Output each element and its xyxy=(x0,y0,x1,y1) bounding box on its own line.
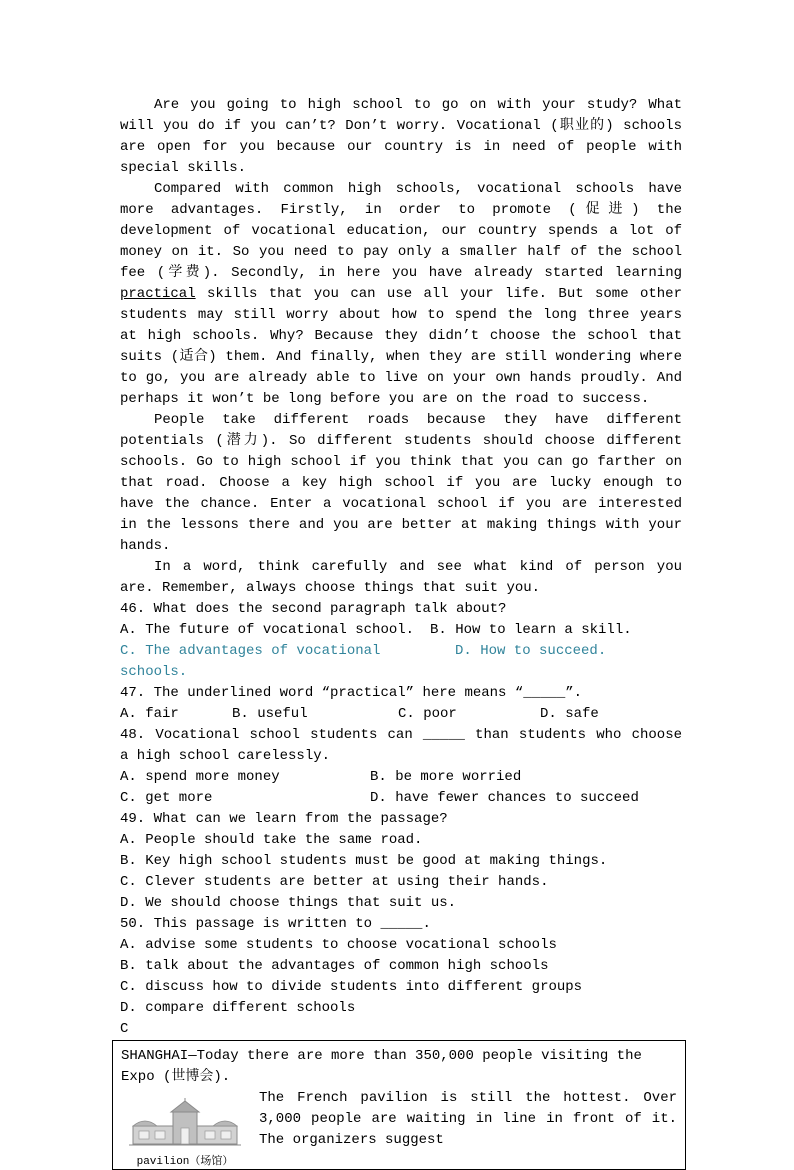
option-50-b[interactable]: B. talk about the advantages of common high schools xyxy=(120,958,549,974)
question-49-stem: 49. What can we learn from the passage? xyxy=(120,811,448,827)
passage-paragraph-2 xyxy=(120,179,682,410)
pavilion-caption: pavilion（场馆） xyxy=(136,1156,234,1168)
option-48-b[interactable]: B. be more worried xyxy=(370,769,522,785)
option-49-b[interactable]: B. Key high school students must be good at making things. xyxy=(120,853,608,869)
question-48 xyxy=(120,725,682,809)
pavilion-figure xyxy=(121,1088,249,1169)
option-50-a[interactable]: A. advise some students to choose vocational schools xyxy=(120,937,557,953)
news-dateline-line: SHANGHAI—Today there are more than 350,000 people visiting the Expo (世博会). xyxy=(121,1048,642,1085)
underlined-word-practical: practical xyxy=(120,286,196,302)
question-48-stem: 48. Vocational school students can _____ than students who choose a high school carelessly. xyxy=(120,727,682,764)
news-box xyxy=(112,1040,686,1170)
option-49-c[interactable]: C. Clever students are better at using their hands. xyxy=(120,874,549,890)
option-47-c[interactable]: C. poor xyxy=(398,706,457,722)
question-48-options-row-2 xyxy=(120,788,682,809)
option-48-c[interactable]: C. get more xyxy=(120,790,213,806)
passage-paragraph-1: Are you going to high school to go on with your study? What will you do if you can’t? Don’t worry. Vocational (职业的) schools are open for you because our country is in need of people with special skills. xyxy=(120,97,682,176)
question-46 xyxy=(120,599,682,683)
option-49-a[interactable]: A. People should take the same road. xyxy=(120,832,423,848)
question-50 xyxy=(120,914,682,1019)
news-text: The French pavilion is still the hottest. Over 3,000 people are waiting in line in front of it. The organizers suggest xyxy=(259,1090,677,1148)
question-47-stem: 47. The underlined word “practical” here means “_____”. xyxy=(120,685,583,701)
option-48-d[interactable]: D. have fewer chances to succeed xyxy=(370,790,639,806)
pavilion-image xyxy=(129,1098,241,1148)
option-46-b[interactable]: B. How to learn a skill. xyxy=(430,622,632,638)
option-47-b[interactable]: B. useful xyxy=(232,706,308,722)
question-46-options-row-1 xyxy=(120,620,682,641)
question-48-options-row-1 xyxy=(120,767,682,788)
question-49 xyxy=(120,809,682,914)
option-47-d[interactable]: D. safe xyxy=(540,706,599,722)
paragraph-2-text-before: Compared with common high schools, vocational schools have more advantages. Firstly, in order to promote (促进) the development of vocational education, our country spends a lot of money on it. So you need to pay only a smaller half of the school fee (学费). Secondly, in here you have already started learning xyxy=(120,181,682,281)
paragraph-2-text-after: skills that you can use all your life. But some other students may still worry about how to spend the long three years at high schools. Why? Because they didn’t choose the school that suits (适合) them. And finally, when they are still wondering where to go, you are already able to live on your own hands proudly. And perhaps it won’t be long before you are on the road to success. xyxy=(120,286,682,407)
option-50-d[interactable]: D. compare different schools xyxy=(120,1000,356,1016)
option-47-a[interactable]: A. fair xyxy=(120,706,179,722)
option-46-d[interactable]: D. How to succeed. xyxy=(455,643,607,659)
question-46-stem: 46. What does the second paragraph talk about? xyxy=(120,601,507,617)
passage-paragraph-3: People take different roads because they have different potentials (潜力). So different students should choose different schools. Go to high school if you think that you can go farther on that road. Choose a key high school if you are lucky enough to have the chance. Enter a vocational school if you are interested in the lessons there and you are better at making things with your hands. xyxy=(120,412,682,554)
option-48-a[interactable]: A. spend more money xyxy=(120,769,280,785)
passage-paragraph-4: In a word, think carefully and see what kind of person you are. Remember, always choose things that suit you. xyxy=(120,559,682,596)
question-47-options xyxy=(120,704,682,725)
answer-letter: C xyxy=(120,1021,129,1037)
option-46-a[interactable]: A. The future of vocational school. xyxy=(120,622,415,638)
news-body xyxy=(121,1088,677,1169)
option-50-c[interactable]: C. discuss how to divide students into different groups xyxy=(120,979,583,995)
question-47 xyxy=(120,683,682,725)
option-49-d[interactable]: D. We should choose things that suit us. xyxy=(120,895,457,911)
option-46-c[interactable]: C. The advantages of vocational schools. xyxy=(120,643,381,680)
question-50-stem: 50. This passage is written to _____. xyxy=(120,916,431,932)
question-46-options-row-2 xyxy=(120,641,682,683)
